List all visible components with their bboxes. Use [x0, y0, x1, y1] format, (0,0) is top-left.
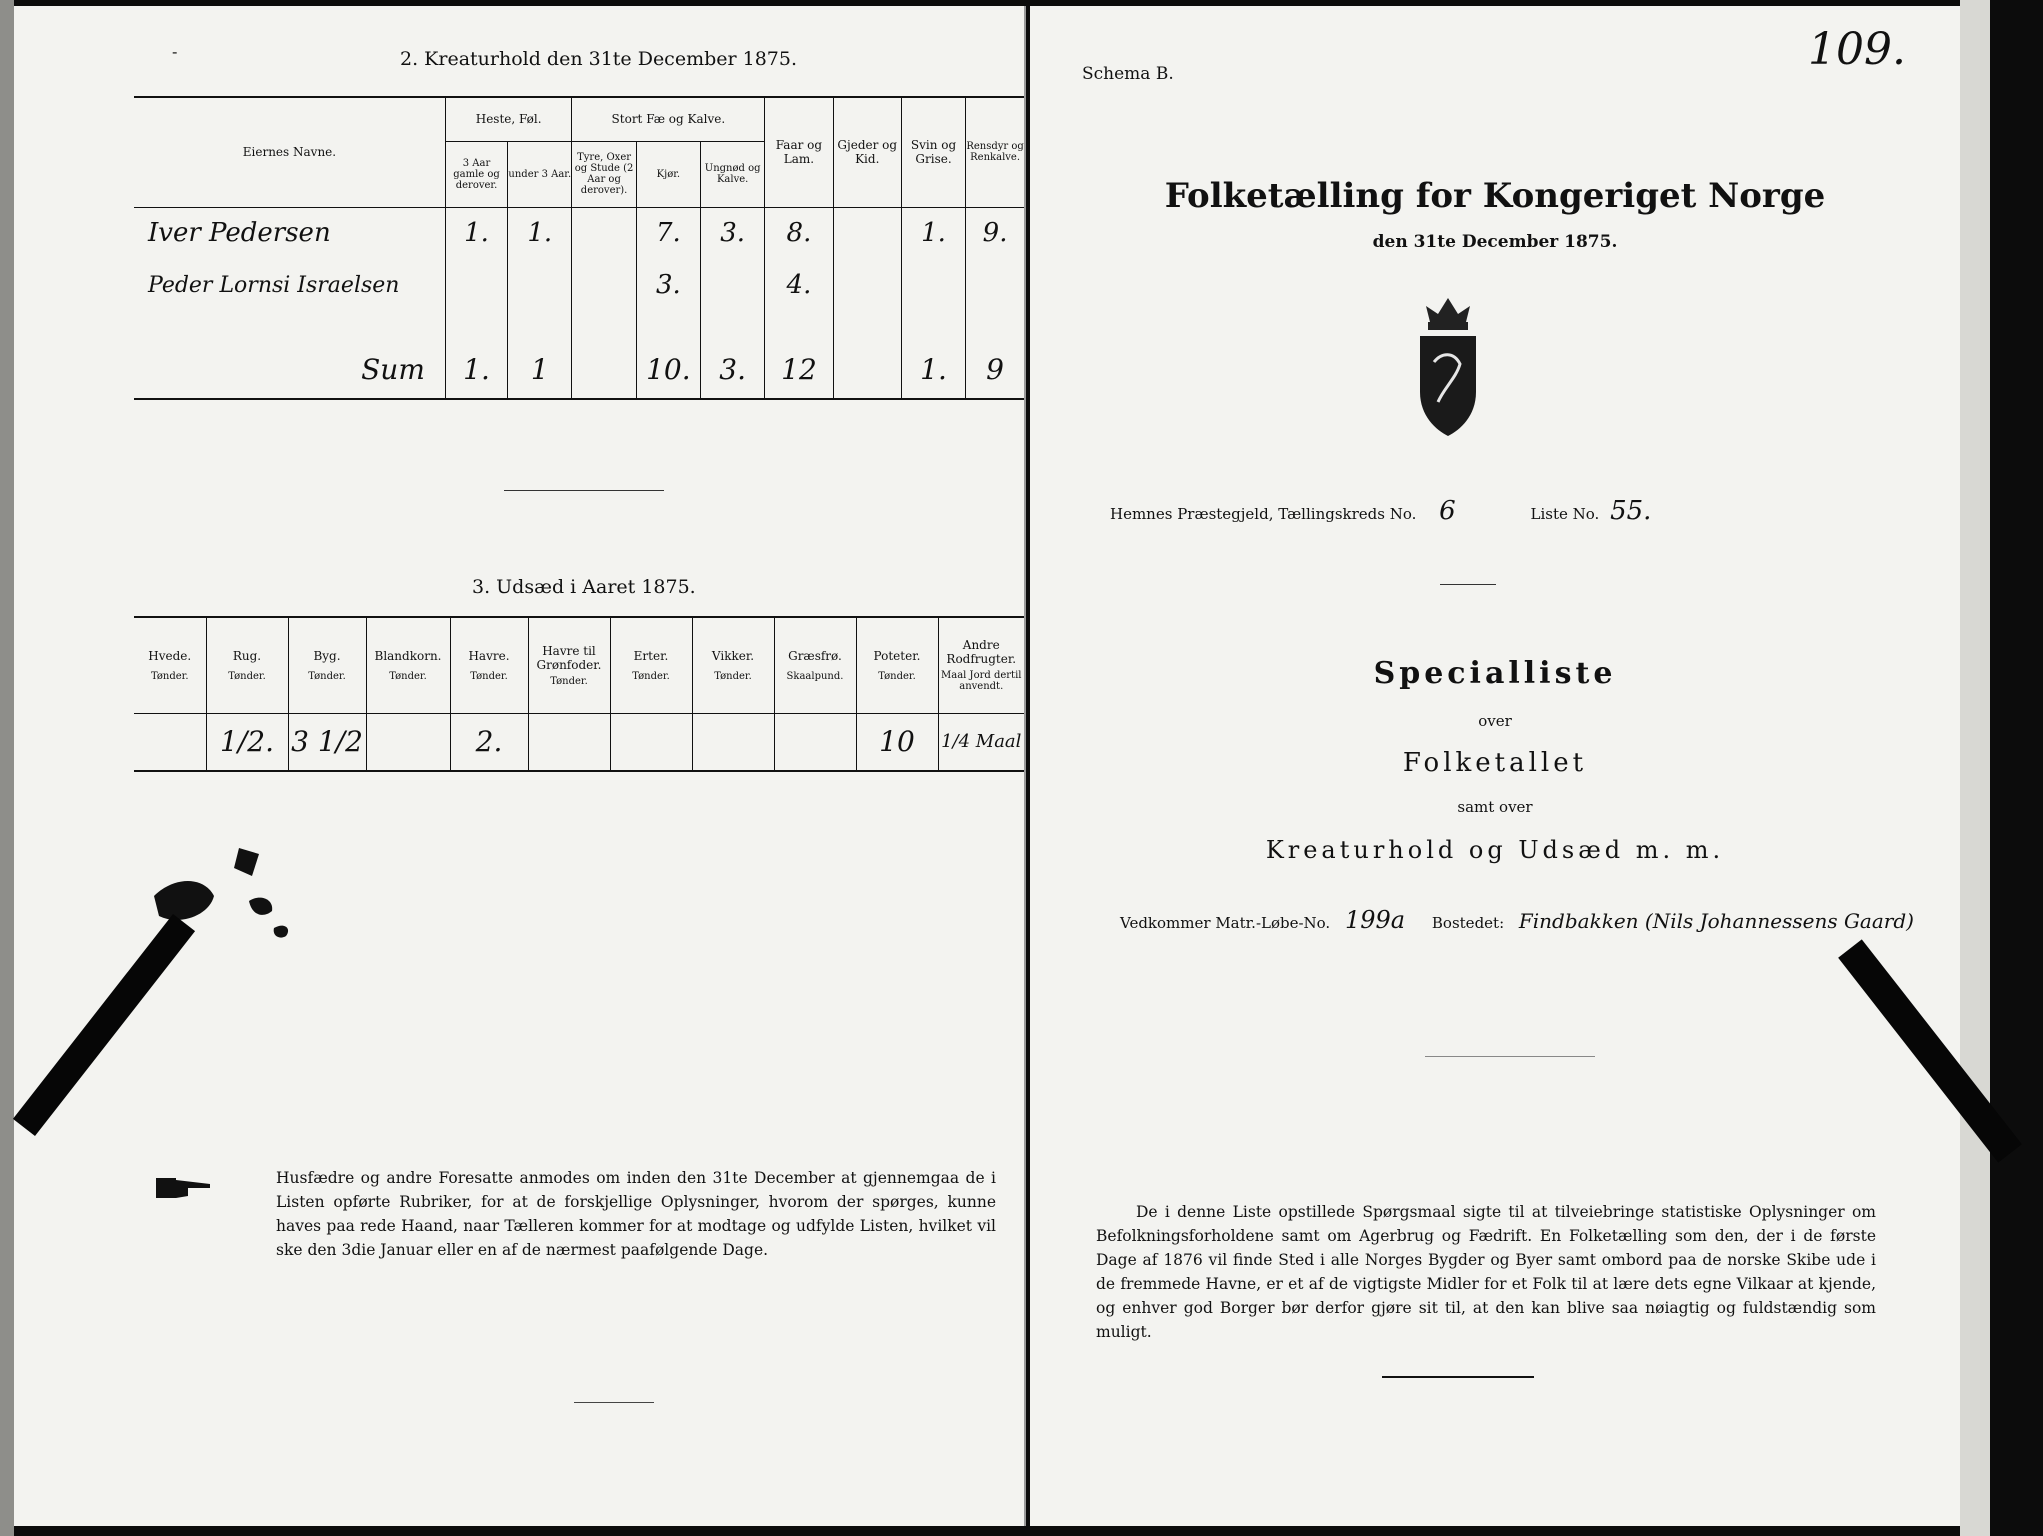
folketallet-heading: Folketallet	[1402, 748, 1588, 778]
info-paragraph: De i denne Liste opstillede Spørgsmaal sigte til at tilveiebringe statistiske Oplysninger om Befolkningsforholdene samt om Agerbrug og Fædrift. En Folketælling som den, der i de første Dage af 1876 vil finde Sted i alle Norges Bygder og Byer samt ombord paa de norske Skibe ude i de fremmede Havne, er et af de vigtigste Midler for et Folk til at lære dets egne Vilkaar at kjende, og enhver god Borger bør derfor gjøre sit til, at den kan blive saa nøiagtig og fuldstændig som muligt.	[1096, 1203, 1876, 1341]
potatoes-header: Poteter. Tønder.	[856, 617, 938, 713]
green-fodder-header: Havre til Grønfoder. Tønder.	[528, 617, 610, 713]
owner-name: Peder Lornsi Israelsen	[134, 259, 445, 311]
cell	[774, 713, 856, 771]
cell: 9	[986, 353, 1004, 386]
divider	[504, 490, 664, 491]
mixed-grain-header: Blandkorn. Tønder.	[366, 617, 450, 713]
young-cattle-header: Ungnød og Kalve.	[701, 141, 765, 207]
cell: 8.	[765, 207, 833, 259]
cell: 1	[508, 341, 572, 399]
cell	[692, 713, 774, 771]
seed-table	[134, 616, 1024, 772]
special-heading: Specialliste	[1373, 656, 1617, 691]
oats-header: Havre. Tønder.	[450, 617, 528, 713]
pigs-header: Svin og Grise.	[901, 97, 965, 207]
cell	[833, 207, 901, 259]
cell: 4.	[765, 259, 833, 311]
cell	[366, 713, 450, 771]
cell	[610, 713, 692, 771]
cell: 2.	[450, 713, 528, 771]
page-number: 109.	[1808, 24, 1906, 75]
livestock-table	[134, 96, 1024, 400]
wheat-header: Hvede. Tønder.	[134, 617, 206, 713]
cell	[833, 341, 901, 399]
rye-header: Rug. Tønder.	[206, 617, 288, 713]
peas-header: Erter. Tønder.	[610, 617, 692, 713]
matr-line	[1120, 906, 1914, 934]
table-row	[134, 207, 1024, 259]
cattle-header: Stort Fæ og Kalve.	[572, 97, 765, 141]
cell	[833, 259, 901, 311]
bostedet-value: Findbakken (Nils Johannessens Gaard)	[1518, 909, 1914, 933]
sheep-header: Faar og Lam.	[765, 97, 833, 207]
table-row	[134, 259, 1024, 311]
section2-title: 2. Kreaturhold den 31te December 1875.	[400, 48, 798, 70]
cell: 1.	[508, 207, 572, 259]
owner-header: Eiernes Navne.	[134, 97, 445, 207]
bulls-header: Tyre, Oxer og Stude (2 Aar og derover).	[572, 141, 636, 207]
cell	[134, 713, 206, 771]
left-page	[14, 6, 1026, 1526]
coat-of-arms-icon	[1408, 292, 1488, 442]
divider	[1382, 1376, 1534, 1378]
cell	[701, 259, 765, 311]
sum-row	[134, 341, 1024, 399]
cell: 3.	[701, 207, 765, 259]
cell	[445, 259, 507, 311]
matr-label: Vedkommer Matr.-Løbe-No.	[1120, 914, 1331, 932]
divider	[1440, 584, 1496, 585]
root-crops-header: Andre Rodfrugter. Maal Jord dertil anvendt.	[938, 617, 1024, 713]
cell: 3 1/2	[288, 713, 366, 771]
owner-name: Iver Pedersen	[134, 207, 445, 259]
page-tab	[1838, 939, 2022, 1162]
bostedet-label: Bostedet:	[1431, 914, 1505, 932]
reindeer-header: Rensdyr og Renkalve.	[966, 97, 1024, 207]
cell	[572, 341, 636, 399]
cell: 9.	[982, 218, 1008, 249]
list-label: Liste No.	[1530, 505, 1600, 523]
cell	[572, 207, 636, 259]
matr-number: 199a	[1345, 906, 1406, 934]
kreaturhold-heading: Kreaturhold og Udsæd m. m.	[1265, 836, 1725, 864]
cows-header: Kjør.	[636, 141, 700, 207]
parish-name: Hemnes	[1110, 505, 1173, 523]
horses-old-header: 3 Aar gamle og derover.	[445, 141, 507, 207]
cell	[528, 713, 610, 771]
horses-young-header: under 3 Aar.	[508, 141, 572, 207]
corner-mark: -	[172, 42, 178, 61]
cell	[572, 259, 636, 311]
parish-line	[1110, 496, 1651, 526]
barley-header: Byg. Tønder.	[288, 617, 366, 713]
cell: 1.	[445, 207, 507, 259]
district-number: 6	[1439, 496, 1456, 526]
right-page	[1030, 6, 1960, 1526]
over-text: over	[1478, 712, 1512, 730]
cell: 1.	[445, 341, 507, 399]
left-book-edge	[0, 0, 14, 1536]
right-book-edge	[1960, 0, 1990, 1536]
cell: 7.	[636, 207, 700, 259]
vetch-header: Vikker. Tønder.	[692, 617, 774, 713]
sum-label: Sum	[134, 341, 445, 399]
cell: 12	[765, 341, 833, 399]
list-number: 55.	[1610, 496, 1652, 526]
cell: 1.	[901, 207, 965, 259]
cell	[901, 259, 965, 311]
grass-seed-header: Græsfrø. Skaalpund.	[774, 617, 856, 713]
cell: 10.	[636, 341, 700, 399]
cell	[508, 259, 572, 311]
samt-over-text: samt over	[1457, 798, 1533, 816]
schema-label: Schema B.	[1082, 64, 1174, 84]
title-date: den 31te December 1875.	[1372, 232, 1618, 252]
table-row	[134, 713, 1024, 771]
cell: 1.	[901, 341, 965, 399]
parish-suffix: Præstegjeld, Tællingskreds No.	[1177, 505, 1417, 523]
divider	[1425, 1056, 1595, 1057]
cell	[966, 259, 1024, 311]
pointing-hand-icon	[154, 1172, 214, 1202]
section3-title: 3. Udsæd i Aaret 1875.	[472, 576, 696, 598]
cell: 1/4 Maal	[941, 731, 1022, 753]
goats-header: Gjeder og Kid.	[833, 97, 901, 207]
notice-text: Husfædre og andre Foresatte anmodes om inden den 31te December at gjennemgaa de i Listen opførte Rubriker, for at de forskjellige Oplysninger, hvorom der spørges, kunne haves paa rede Haand, naar Tælleren kommer for at modtage og udfylde Listen, hvilket vil ske den 3die Januar eller en af de nærmest paafølgende Dage.	[276, 1169, 996, 1259]
horses-header: Heste, Føl.	[445, 97, 572, 141]
divider	[574, 1402, 654, 1403]
cell: 10	[856, 713, 938, 771]
cell: 1/2.	[206, 713, 288, 771]
page-tab	[13, 914, 195, 1136]
cell: 3.	[636, 259, 700, 311]
cell: 3.	[701, 341, 765, 399]
main-title: Folketælling for Kongeriget Norge	[1164, 176, 1826, 216]
